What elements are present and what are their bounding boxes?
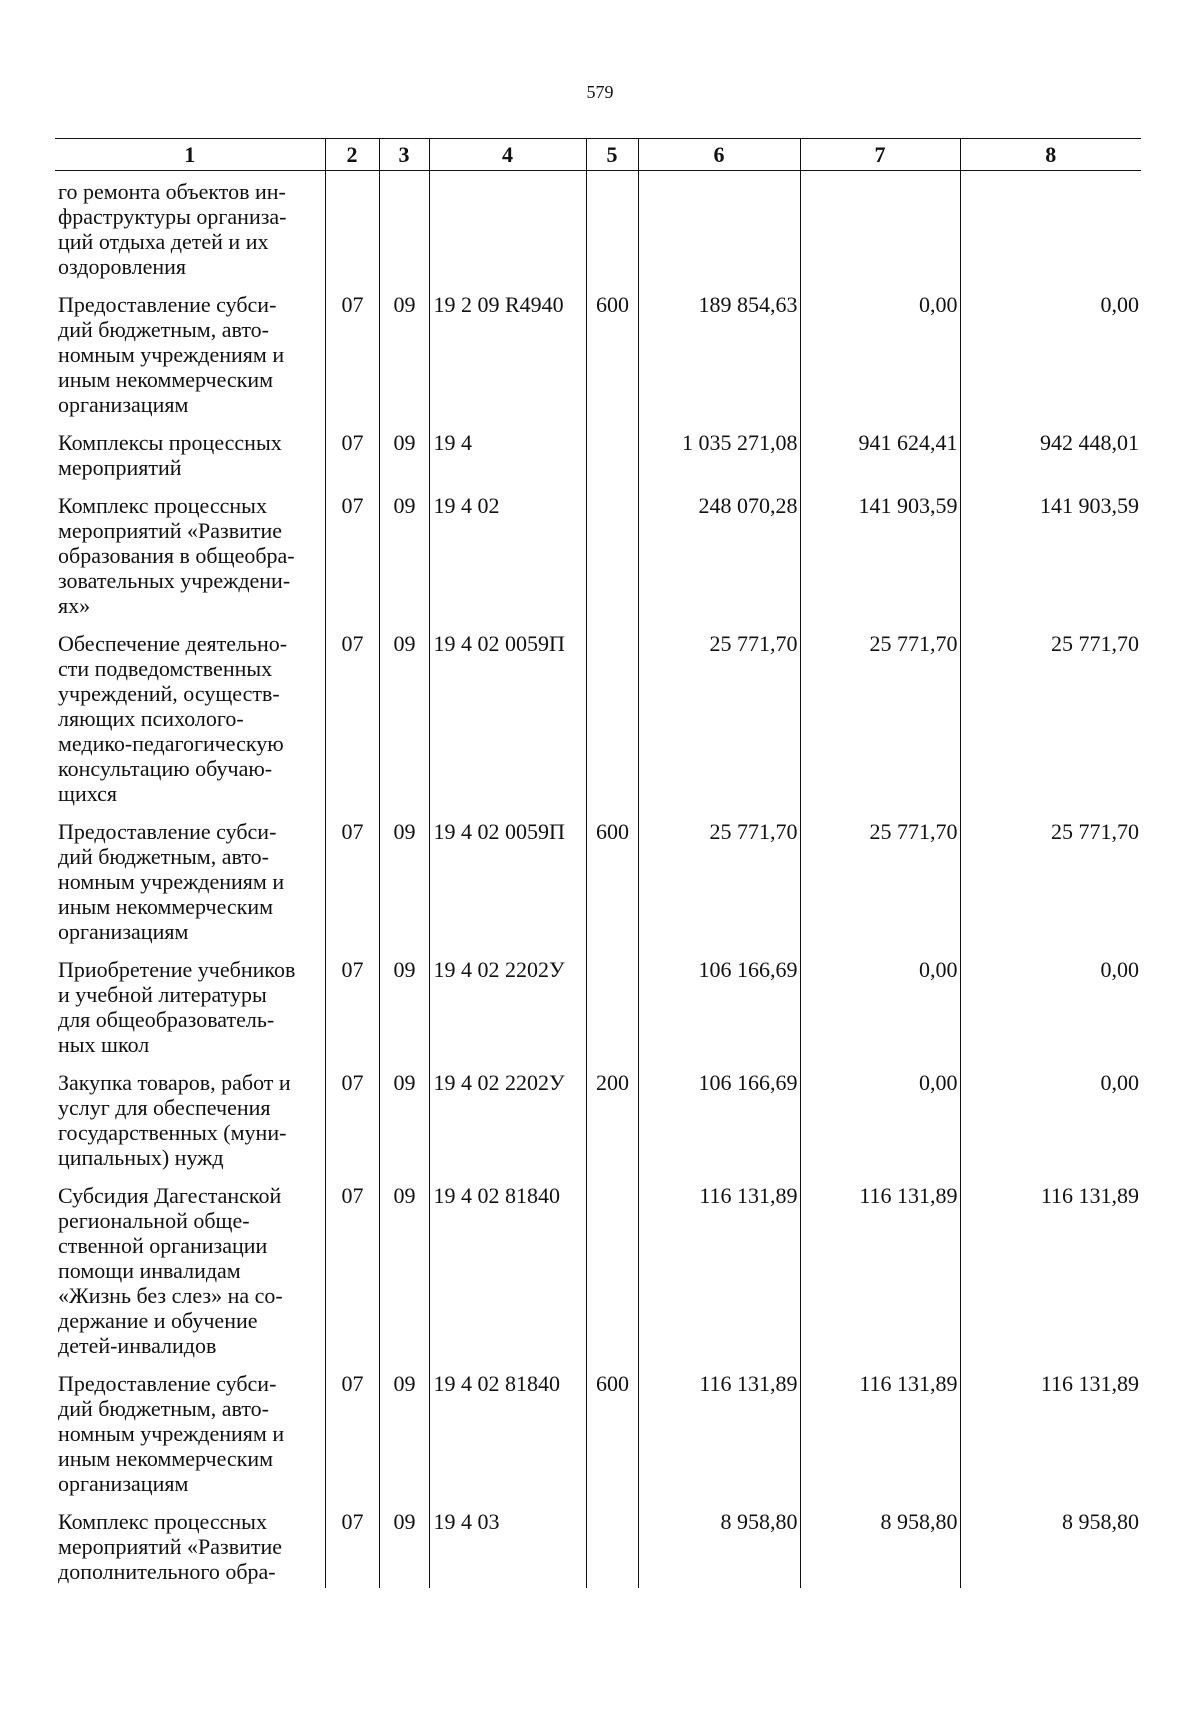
header-row (55, 139, 1141, 171)
row-name-line: мероприятий «Развитие (58, 1534, 283, 1559)
subsection-code-cell (379, 171, 429, 280)
row-name-line: Предоставление субси- (58, 1371, 277, 1396)
amount-col6-cell: 189 854,63 (638, 279, 800, 417)
section-code-cell (325, 171, 379, 280)
column-header: 2 (325, 139, 379, 171)
row-name-line: держание и обучение (58, 1308, 258, 1333)
subsection-code-cell: 09 (379, 1057, 429, 1170)
row-name-line: дополнительного обра- (58, 1559, 276, 1584)
row-name-line: номным учреждениям и (58, 342, 285, 367)
subsection-code-cell: 09 (379, 1170, 429, 1358)
subsection-code-cell: 09 (379, 806, 429, 944)
budget-table (55, 138, 1141, 1588)
subsection-code-cell: 09 (379, 1358, 429, 1496)
table-row (55, 806, 1141, 944)
amount-col6-cell: 116 131,89 (638, 1358, 800, 1496)
column-header: 6 (638, 139, 800, 171)
row-name-line: Приобретение учебников (58, 957, 296, 982)
amount-col7-cell: 116 131,89 (800, 1358, 960, 1496)
amount-col8-cell: 25 771,70 (960, 806, 1141, 944)
row-name-line: номным учреждениям и (58, 869, 285, 894)
row-name-line: иным некоммерческим (58, 1446, 274, 1471)
amount-col7-cell: 116 131,89 (800, 1170, 960, 1358)
amount-col8-cell: 25 771,70 (960, 618, 1141, 806)
row-name-line: ях» (58, 593, 91, 618)
amount-col6-cell: 248 070,28 (638, 480, 800, 618)
row-name-line: мероприятий (58, 455, 182, 480)
expense-type-cell (586, 417, 638, 480)
amount-col6-cell: 25 771,70 (638, 618, 800, 806)
row-name-cell (55, 1358, 325, 1496)
row-name-line: го ремонта объектов ин- (58, 179, 286, 204)
row-name-cell (55, 1170, 325, 1358)
subsection-code-cell: 09 (379, 417, 429, 480)
target-article-cell: 19 4 03 (429, 1496, 586, 1588)
row-name-line: иным некоммерческим (58, 894, 274, 919)
target-article-cell: 19 4 02 81840 (429, 1170, 586, 1358)
column-header: 8 (960, 139, 1141, 171)
amount-col7-cell: 941 624,41 (800, 417, 960, 480)
amount-col7-cell: 0,00 (800, 944, 960, 1057)
section-code-cell: 07 (325, 1358, 379, 1496)
target-article-cell: 19 4 02 0059П (429, 806, 586, 944)
row-name-line: дий бюджетным, авто- (58, 844, 269, 869)
expense-type-cell: 200 (586, 1057, 638, 1170)
row-name-cell (55, 417, 325, 480)
table-row (55, 1358, 1141, 1496)
expense-type-cell (586, 480, 638, 618)
amount-col6-cell: 106 166,69 (638, 1057, 800, 1170)
row-name-line: Предоставление субси- (58, 819, 277, 844)
target-article-cell: 19 2 09 R4940 (429, 279, 586, 417)
expense-type-cell (586, 171, 638, 280)
section-code-cell: 07 (325, 480, 379, 618)
amount-col8-cell (960, 171, 1141, 280)
row-name-line: ственной организации (58, 1233, 268, 1258)
target-article-cell: 19 4 02 2202У (429, 944, 586, 1057)
section-code-cell: 07 (325, 618, 379, 806)
table-row (55, 1170, 1141, 1358)
subsection-code-cell: 09 (379, 618, 429, 806)
expense-type-cell (586, 618, 638, 806)
column-header: 5 (586, 139, 638, 171)
target-article-cell: 19 4 02 0059П (429, 618, 586, 806)
row-name-line: Обеспечение деятельно- (58, 631, 288, 656)
row-name-line: Закупка товаров, работ и (58, 1070, 291, 1095)
amount-col8-cell: 0,00 (960, 944, 1141, 1057)
amount-col8-cell: 116 131,89 (960, 1358, 1141, 1496)
column-header: 1 (55, 139, 325, 171)
expense-type-cell (586, 1170, 638, 1358)
row-name-cell (55, 944, 325, 1057)
target-article-cell: 19 4 (429, 417, 586, 480)
expense-type-cell: 600 (586, 806, 638, 944)
table-row (55, 171, 1141, 280)
expense-type-cell: 600 (586, 279, 638, 417)
row-name-line: сти подведомственных (58, 656, 273, 681)
subsection-code-cell: 09 (379, 944, 429, 1057)
row-name-cell (55, 171, 325, 280)
section-code-cell: 07 (325, 944, 379, 1057)
row-name-line: ципальных) нужд (58, 1145, 224, 1170)
amount-col6-cell: 25 771,70 (638, 806, 800, 944)
row-name-line: оздоровления (58, 254, 186, 279)
column-header: 4 (429, 139, 586, 171)
row-name-line: ций отдыха детей и их (58, 229, 269, 254)
amount-col7-cell: 0,00 (800, 279, 960, 417)
row-name-line: Комплекс процессных (58, 1509, 267, 1534)
amount-col8-cell: 0,00 (960, 1057, 1141, 1170)
row-name-line: детей-инвалидов (58, 1333, 217, 1358)
section-code-cell: 07 (325, 417, 379, 480)
amount-col8-cell: 116 131,89 (960, 1170, 1141, 1358)
row-name-line: организациям (58, 919, 189, 944)
amount-col7-cell (800, 171, 960, 280)
row-name-line: ляющих психолого- (58, 706, 244, 731)
column-header: 3 (379, 139, 429, 171)
section-code-cell: 07 (325, 1057, 379, 1170)
row-name-line: зовательных учреждени- (58, 568, 291, 593)
table-body (55, 171, 1141, 1589)
target-article-cell: 19 4 02 81840 (429, 1358, 586, 1496)
row-name-line: медико-педагогическую (58, 731, 284, 756)
row-name-line: государственных (муни- (58, 1120, 287, 1145)
row-name-line: дий бюджетным, авто- (58, 317, 269, 342)
page-number: 579 (586, 82, 614, 102)
amount-col7-cell: 141 903,59 (800, 480, 960, 618)
row-name-line: фраструктуры организа- (58, 204, 287, 229)
row-name-line: щихся (58, 781, 117, 806)
row-name-line: помощи инвалидам (58, 1258, 241, 1283)
expense-type-cell: 600 (586, 1358, 638, 1496)
amount-col7-cell: 0,00 (800, 1057, 960, 1170)
subsection-code-cell: 09 (379, 1496, 429, 1588)
section-code-cell: 07 (325, 1170, 379, 1358)
section-code-cell: 07 (325, 279, 379, 417)
row-name-cell (55, 279, 325, 417)
amount-col7-cell: 8 958,80 (800, 1496, 960, 1588)
row-name-line: учреждений, осуществ- (58, 681, 280, 706)
row-name-line: региональной обще- (58, 1208, 250, 1233)
expense-type-cell (586, 1496, 638, 1588)
subsection-code-cell: 09 (379, 279, 429, 417)
row-name-line: Комплексы процессных (58, 430, 282, 455)
expense-type-cell (586, 944, 638, 1057)
row-name-line: Субсидия Дагестанской (58, 1183, 282, 1208)
amount-col6-cell: 1 035 271,08 (638, 417, 800, 480)
row-name-line: организациям (58, 392, 189, 417)
row-name-line: консультацию обучаю- (58, 756, 273, 781)
amount-col6-cell: 106 166,69 (638, 944, 800, 1057)
table-row (55, 417, 1141, 480)
row-name-line: для общеобразователь- (58, 1007, 275, 1032)
row-name-line: «Жизнь без слез» на со- (58, 1283, 283, 1308)
target-article-cell: 19 4 02 2202У (429, 1057, 586, 1170)
amount-col6-cell: 8 958,80 (638, 1496, 800, 1588)
row-name-line: мероприятий «Развитие (58, 518, 283, 543)
subsection-code-cell: 09 (379, 480, 429, 618)
row-name-line: номным учреждениям и (58, 1421, 285, 1446)
row-name-line: Комплекс процессных (58, 493, 267, 518)
row-name-line: организациям (58, 1471, 189, 1496)
table-row (55, 1057, 1141, 1170)
row-name-cell (55, 1057, 325, 1170)
row-name-line: дий бюджетным, авто- (58, 1396, 269, 1421)
section-code-cell: 07 (325, 806, 379, 944)
target-article-cell: 19 4 02 (429, 480, 586, 618)
row-name-line: и учебной литературы (58, 982, 267, 1007)
section-code-cell: 07 (325, 1496, 379, 1588)
table-row (55, 618, 1141, 806)
table-row (55, 1496, 1141, 1588)
row-name-line: ных школ (58, 1032, 150, 1057)
row-name-cell (55, 806, 325, 944)
amount-col7-cell: 25 771,70 (800, 806, 960, 944)
amount-col8-cell: 141 903,59 (960, 480, 1141, 618)
target-article-cell (429, 171, 586, 280)
row-name-cell (55, 1496, 325, 1588)
row-name-cell (55, 618, 325, 806)
amount-col7-cell: 25 771,70 (800, 618, 960, 806)
table-row (55, 944, 1141, 1057)
amount-col8-cell: 0,00 (960, 279, 1141, 417)
amount-col6-cell: 116 131,89 (638, 1170, 800, 1358)
amount-col8-cell: 8 958,80 (960, 1496, 1141, 1588)
row-name-line: образования в общеобра- (58, 543, 295, 568)
row-name-line: иным некоммерческим (58, 367, 274, 392)
table-row (55, 279, 1141, 417)
row-name-line: Предоставление субси- (58, 292, 277, 317)
amount-col6-cell (638, 171, 800, 280)
amount-col8-cell: 942 448,01 (960, 417, 1141, 480)
table-row (55, 480, 1141, 618)
row-name-cell (55, 480, 325, 618)
column-header: 7 (800, 139, 960, 171)
row-name-line: услуг для обеспечения (58, 1095, 271, 1120)
